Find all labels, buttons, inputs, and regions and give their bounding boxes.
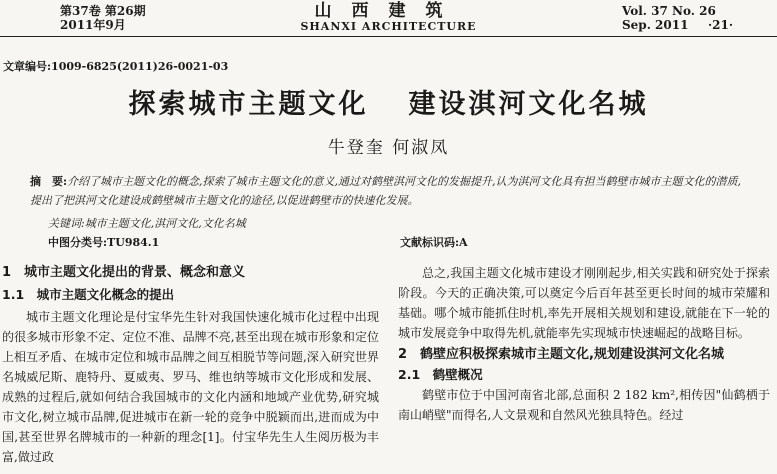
title-part-2: 建设淇河文化名城 bbox=[408, 89, 649, 120]
date-cn: 2011年9月 bbox=[60, 18, 126, 32]
journal-cn: 山西建筑 bbox=[314, 1, 463, 21]
authors: 牛登奎 何淑凤 bbox=[327, 138, 450, 158]
clc-number: 中图分类号:TU984.1 bbox=[48, 236, 160, 249]
section-1-heading: 1 城市主题文化提出的背景、概念和意义 bbox=[2, 265, 246, 280]
article-number: 文章编号:1009-6825(2011)26-0021-03 bbox=[3, 60, 229, 73]
section-1-1-heading: 1.1 城市主题文化概念的提出 bbox=[2, 287, 175, 302]
abstract-label: 摘 要: bbox=[30, 175, 68, 188]
keywords: 关键词:城市主题文化,淇河文化,文化名城 bbox=[48, 217, 246, 230]
volume-en: Vol. 37 No. 26 bbox=[622, 4, 716, 18]
issue-info-en bbox=[622, 4, 734, 32]
left-column bbox=[2, 263, 379, 467]
volume-cn: 第37卷 第26期 bbox=[60, 4, 146, 18]
right-column bbox=[398, 263, 770, 425]
right-paragraph-1: 总之,我国主题文化城市建设才刚刚起步,相关实践和研究处于探索阶段。今天的正确决策,可以奠定今后百年甚至更长时间的城市荣耀和基础。哪个城市能抓住时机,率先开展相关规划和建设,就能在下一轮的城市发展竞争中取得先机,就能率先实现城市快速崛起的战略目标。 bbox=[398, 266, 770, 340]
document-code: 文献标识码:A bbox=[400, 236, 468, 249]
date-en: Sep. 2011 bbox=[622, 18, 689, 32]
journal-en: SHANXI ARCHITECTURE bbox=[300, 20, 477, 33]
section-2-1-heading: 2.1 鹤壁概况 bbox=[398, 367, 483, 382]
title-part-1: 探索城市主题文化 bbox=[128, 89, 369, 120]
abstract bbox=[30, 172, 750, 210]
header-rule bbox=[0, 36, 777, 37]
right-paragraph-2: 鹤壁市位于中国河南省北部,总面积 2 182 km²,相传因"仙鹤栖于南山峭壁"而得名,人文景观和自然风光独具特色。经过 bbox=[398, 388, 770, 422]
article-title bbox=[0, 82, 777, 121]
page-number: ·21· bbox=[708, 18, 734, 32]
left-paragraph: 城市主题文化理论是付宝华先生针对我国快速化城市化过程中出现的很多城市形象不定、定位不准、品牌不亮,甚至出现在城市形象和定位上相互矛盾、在城市定位和城市品牌之间互相脱节等问题,深入研究世界名城威尼斯、鹿特丹、夏威夷、罗马、维也纳等城市文化形成和发展、成熟的过程后,就如何结合我国城市的文化内涵和地域产业优势,研究城市文化,树立城市品牌,促进城市在新一轮的竞争中脱颖而出,进而成为中国,甚至世界名牌城市的一种新的理念[1]。付宝华先生人生阅历极为丰富,做过政 bbox=[2, 310, 379, 464]
abstract-text: 介绍了城市主题文化的概念,探索了城市主题文化的意义,通过对鹤壁淇河文化的发掘提升,认为淇河文化具有担当鹤壁市城市主题文化的潜质,提出了把淇河文化建设成鹤壁城市主题文化的途径,以促进鹤壁市的快速化发展。 bbox=[30, 175, 742, 207]
section-2-heading: 2 鹤壁应积极探索城市主题文化,规划建设淇河文化名城 bbox=[398, 347, 724, 362]
